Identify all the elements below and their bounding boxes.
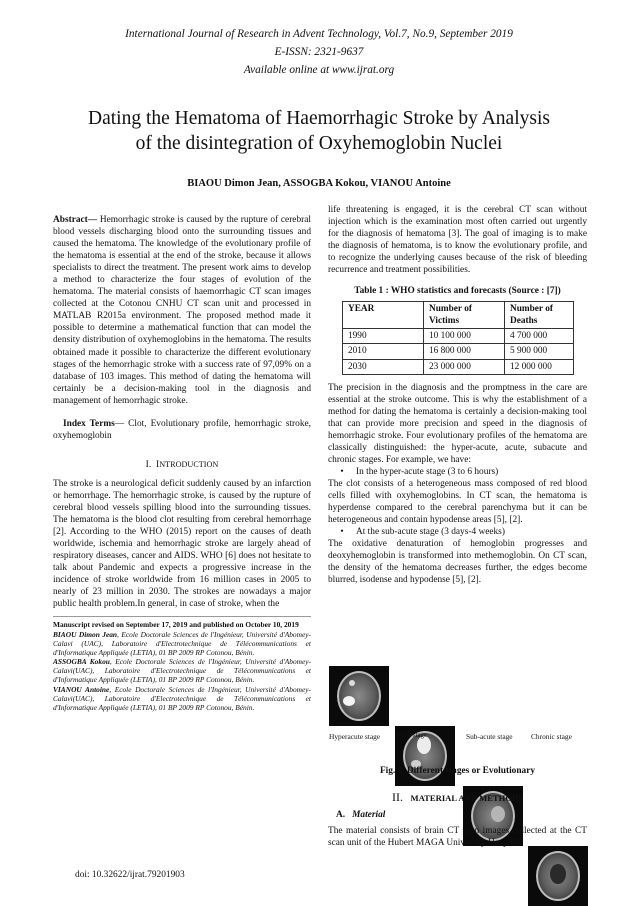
bullet-icon: • bbox=[340, 527, 344, 538]
abstract-text: Hemorrhagic stroke is caused by the rupture of cerebral blood vessels discharging blood onto the surrounding tissues and caused the hematoma. The knowledge of the evolutionary profile of the hematoma is essential at the end of the stroke, because it allows specialists to direct the treatment. The present work aims to develop a method to characterize the four stages of evolution of the hematoma. The material consists of haemorrhagic CT scan images collected at the Cotonou CNHU CT scan unit and processed in MATLAB R2015a environment. The proposed method made it possible to determine a mathematical function that can model the density distribution of oxyhemoglobins in the hematoma. The results obtained made it possible to characterize the different evolutionary stages of the hemorrhagic stroke with a success rate of 97,09% on a database of 103 images. This method of dating the hematoma will certainly be a decision-making tool in the diagnosis and management of hemorrhagic stroke. bbox=[53, 215, 311, 406]
authors: BIAOU Dimon Jean, ASSOGBA Kokou, VIANOU Antoine bbox=[187, 178, 451, 189]
subsection-heading-material: A. Material bbox=[336, 810, 386, 820]
right-paragraph-2: The precision in the diagnosis and the promptness in the care are essential at the stroke outcome. This is why the establishment of a method for dating the hematoma is certainly a decision-making tool that can provide more precision and speed in the diagnosis of hemorrhagic stroke. Four evolutionary profiles of the hematoma are classically distinguished: the hyper-acute, acute, subacute and chronic stages. For example, we have: bbox=[328, 382, 587, 465]
index-terms bbox=[53, 418, 311, 442]
page-number: 6 bbox=[580, 858, 585, 868]
index-terms-text: — Clot, Evolutionary profile, hemorrhagic stroke, oxyhemoglobin bbox=[53, 418, 311, 441]
figure-caption: Fig. 1. Different stages or Evolutionary bbox=[379, 766, 536, 776]
affiliation-2: ASSOGBA Kokou, Ecole Doctorale Sciences de l'Ingénieur, Université d'Abomey-Calavi(UAC), Laboratoire d'Electrotechnique de Télécommunications et d'Informatique Appliquée (LETIA), 01 BP 2009 RP Cotonou, Bénin. bbox=[53, 657, 312, 685]
table-row: 1990 10 100 000 4 700 000 bbox=[343, 329, 574, 344]
right-column bbox=[328, 204, 587, 586]
table-caption: Table 1 : WHO statistics and forecasts (Source : [7]) bbox=[354, 286, 561, 297]
material-text: The material consists of brain CT scan images collected at the CT scan unit of the Hubert MAGA University Hospital bbox=[328, 826, 587, 849]
label-hyperacute: Hyperacute stage bbox=[329, 732, 381, 741]
paper-title bbox=[40, 106, 598, 156]
introduction-text: The stroke is a neurological deficit suddenly caused by an infarction or hemorrhage. The hemorrhagic stroke, is caused by the rupture of cerebral blood vessels spilling blood into the surrounding tissues. The hematoma is the blood clot resulting from cerebral hemorrhage [2]. According to the WHO (2015) report on the causes of death worldwide, ischemia and hemorrhagic stroke are largely ahead of respiratory diseases, cancer and AIDS. WHO [6] does not hesitate to talk about Pandemic and expects a progressive increase in the incidence of stroke worldwide from 16 million cases in 2005 to nearly of 23 million in 2030. The strokes are nowadays a major public health problem.In general, in case of stroke, when the bbox=[53, 478, 311, 610]
bullet-icon: • bbox=[340, 466, 344, 477]
table-header-victims: Number of Victims bbox=[424, 302, 505, 329]
journal-header bbox=[0, 25, 638, 79]
bullet-hyperacute: • In the hyper-acute stage (3 to 6 hours) bbox=[328, 466, 587, 478]
figure-stage-labels bbox=[329, 732, 591, 744]
ct-scan-hyperacute bbox=[329, 666, 389, 726]
footnotes bbox=[53, 620, 311, 712]
label-subacute: Sub-acute stage bbox=[466, 732, 513, 741]
doi: doi: 10.32622/ijrat.79201903 bbox=[75, 870, 185, 880]
bullet-subacute: • At the sub-acute stage (3 days-4 weeks) bbox=[328, 526, 587, 538]
table-row: 2010 16 800 000 5 900 000 bbox=[343, 344, 574, 359]
right-paragraph-3: The clot consists of a heterogeneous mass composed of red blood cells filled with oxyhemoglobins. In CT scan, the hematoma is hyperdense compared to the cerebral parenchyma but it can be heterogeneous and contain hypodense areas [5], [2]. bbox=[328, 478, 587, 526]
ct-scan-figure bbox=[329, 666, 589, 730]
index-terms-label: Index Terms bbox=[63, 418, 115, 429]
title-line-2: of the disintegration of Oxyhemoglobin Nuclei bbox=[135, 133, 503, 154]
affiliation-3: VIANOU Antoine, Ecole Doctorale Sciences de l'Ingénieur, Université d'Abomey-Calavi(UAC), Laboratoire d'Electrotechnique de Télécommunications et d'Informatique Appliquée (LETIA), 01 BP 2009 RP Cotonou, Bénin. bbox=[53, 684, 311, 712]
who-statistics-table bbox=[342, 301, 574, 374]
table-header-year: YEAR bbox=[343, 302, 424, 329]
footnote-divider bbox=[53, 616, 311, 617]
right-paragraph-4: The oxidative denaturation of hemoglobin progresses and deoxyhemoglobin is transformed into methemoglobin. On CT scan, the density of the hematoma decreases further, the edges become blurred, isodense and hypodense [5], [2]. bbox=[328, 539, 587, 586]
abstract-label: Abstract— bbox=[53, 215, 98, 225]
left-column bbox=[53, 214, 311, 712]
journal-online: Available online at www.ijrat.org bbox=[243, 64, 395, 76]
ct-scan-chronic bbox=[528, 846, 588, 906]
table-header-row bbox=[343, 302, 574, 329]
title-line-1: Dating the Hematoma of Haemorrhagic Stroke by Analysis bbox=[88, 108, 550, 129]
label-acute: Acute stage bbox=[395, 732, 427, 739]
right-paragraph-1: life threatening is engaged, it is the cerebral CT scan without injection which is the examination most often carried out urgently for the diagnosis of hematoma [3]. The goal of imaging is to make the diagnosis of hematoma, is to know the evolutionary profile, and to recognize the underlying causes because of the risk of bleeding recurrence and treatment possibilities. bbox=[328, 205, 587, 276]
table-row: 2030 23 000 000 12 000 000 bbox=[343, 359, 574, 374]
section-heading-material-methods: II. MATERIAL AND METHODS bbox=[391, 790, 524, 804]
journal-title: International Journal of Research in Advent Technology, Vol.7, No.9, September 2019 bbox=[125, 28, 513, 40]
manuscript-note: Manuscript revised on September 17, 2019 and published on October 10, 2019 bbox=[53, 620, 299, 630]
table-header-deaths: Number of Deaths bbox=[505, 302, 574, 329]
section-heading-introduction: I. INTRODUCTION bbox=[145, 458, 219, 470]
journal-issn: E-ISSN: 2321-9637 bbox=[274, 46, 364, 58]
label-chronic: Chronic stage bbox=[531, 732, 572, 741]
abstract bbox=[53, 214, 311, 407]
affiliation-1: BIAOU Dimon Jean, Ecole Doctorale Sciences de l'Ingénieur, Université d'Abomey-Calavi (UAC), Laboratoire d'Electrotechnique de Télécommunications et d'Informatique Appliquée (LETIA), 01 BP 2009 RP Cotonou, Bénin. bbox=[53, 629, 311, 657]
